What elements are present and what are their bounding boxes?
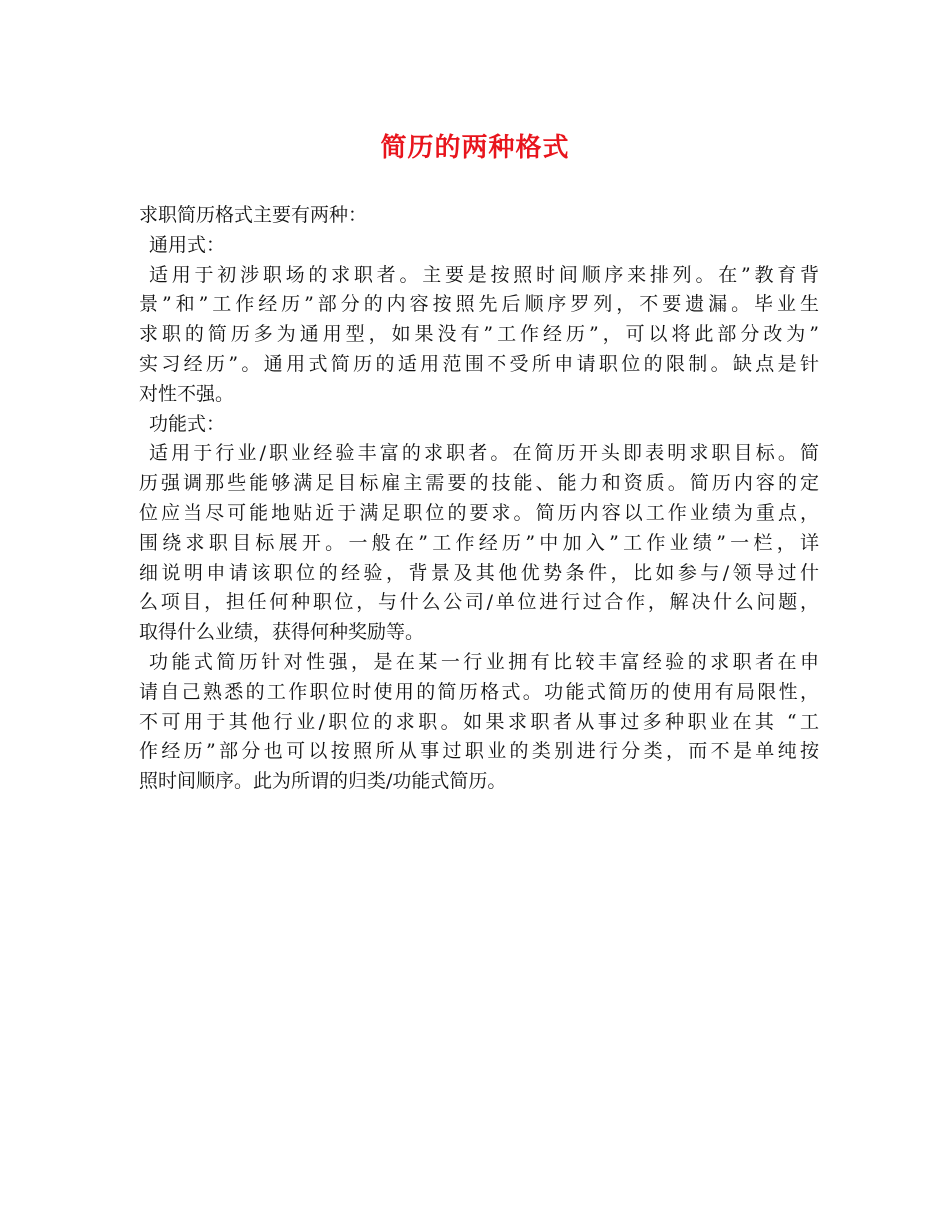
paragraph-line: 适用于行业/职业经验丰富的求职者。在简历开头即表明求职目标。简 (149, 442, 819, 465)
paragraph-line: 实习经历”。通用式简历的适用范围不受所申请职位的限制。缺点是针 (139, 352, 819, 375)
paragraph-line: 适用于初涉职场的求职者。主要是按照时间顺序来排列。在”教育背 (149, 263, 819, 286)
paragraph-line: 么项目，担任何种职位，与什么公司/单位进行过合作，解决什么问题， (139, 591, 819, 614)
section-heading-general: 通用式： (149, 233, 226, 256)
paragraph-line: 取得什么业绩，获得何种奖励等。 (139, 621, 425, 644)
paragraph-line: 求职的简历多为通用型，如果没有”工作经历”，可以将此部分改为” (139, 323, 819, 346)
paragraph-line: 作经历”部分也可以按照所从事过职业的类别进行分类，而不是单纯按 (139, 740, 819, 763)
paragraph-line: 功能式简历针对性强，是在某一行业拥有比较丰富经验的求职者在申 (149, 650, 819, 673)
section-heading-functional: 功能式： (149, 412, 226, 435)
paragraph-line: 细说明申请该职位的经验，背景及其他优势条件，比如参与/领导过什 (139, 561, 819, 584)
paragraph-line: 求职简历格式主要有两种： (139, 204, 368, 226)
paragraph-line: 照时间顺序。此为所谓的归类/功能式简历。 (139, 770, 507, 793)
document-title: 简历的两种格式 (380, 133, 570, 163)
paragraph-line: 请自己熟悉的工作职位时使用的简历格式。功能式简历的使用有局限性， (139, 680, 819, 703)
paragraph-line: 景”和”工作经历”部分的内容按照先后顺序罗列，不要遗漏。毕业生 (139, 293, 819, 316)
document-body (139, 201, 819, 797)
paragraph-line: 围绕求职目标展开。一般在”工作经历”中加入”工作业绩”一栏，详 (139, 531, 819, 554)
paragraph-line: 位应当尽可能地贴近于满足职位的要求。简历内容以工作业绩为重点， (139, 501, 819, 524)
paragraph-line: 历强调那些能够满足目标雇主需要的技能、能力和资质。简历内容的定 (139, 472, 819, 495)
paragraph-line: 不可用于其他行业/职位的求职。如果求职者从事过多种职业在其 “工 (139, 710, 819, 733)
paragraph-line: 对性不强。 (139, 382, 235, 405)
